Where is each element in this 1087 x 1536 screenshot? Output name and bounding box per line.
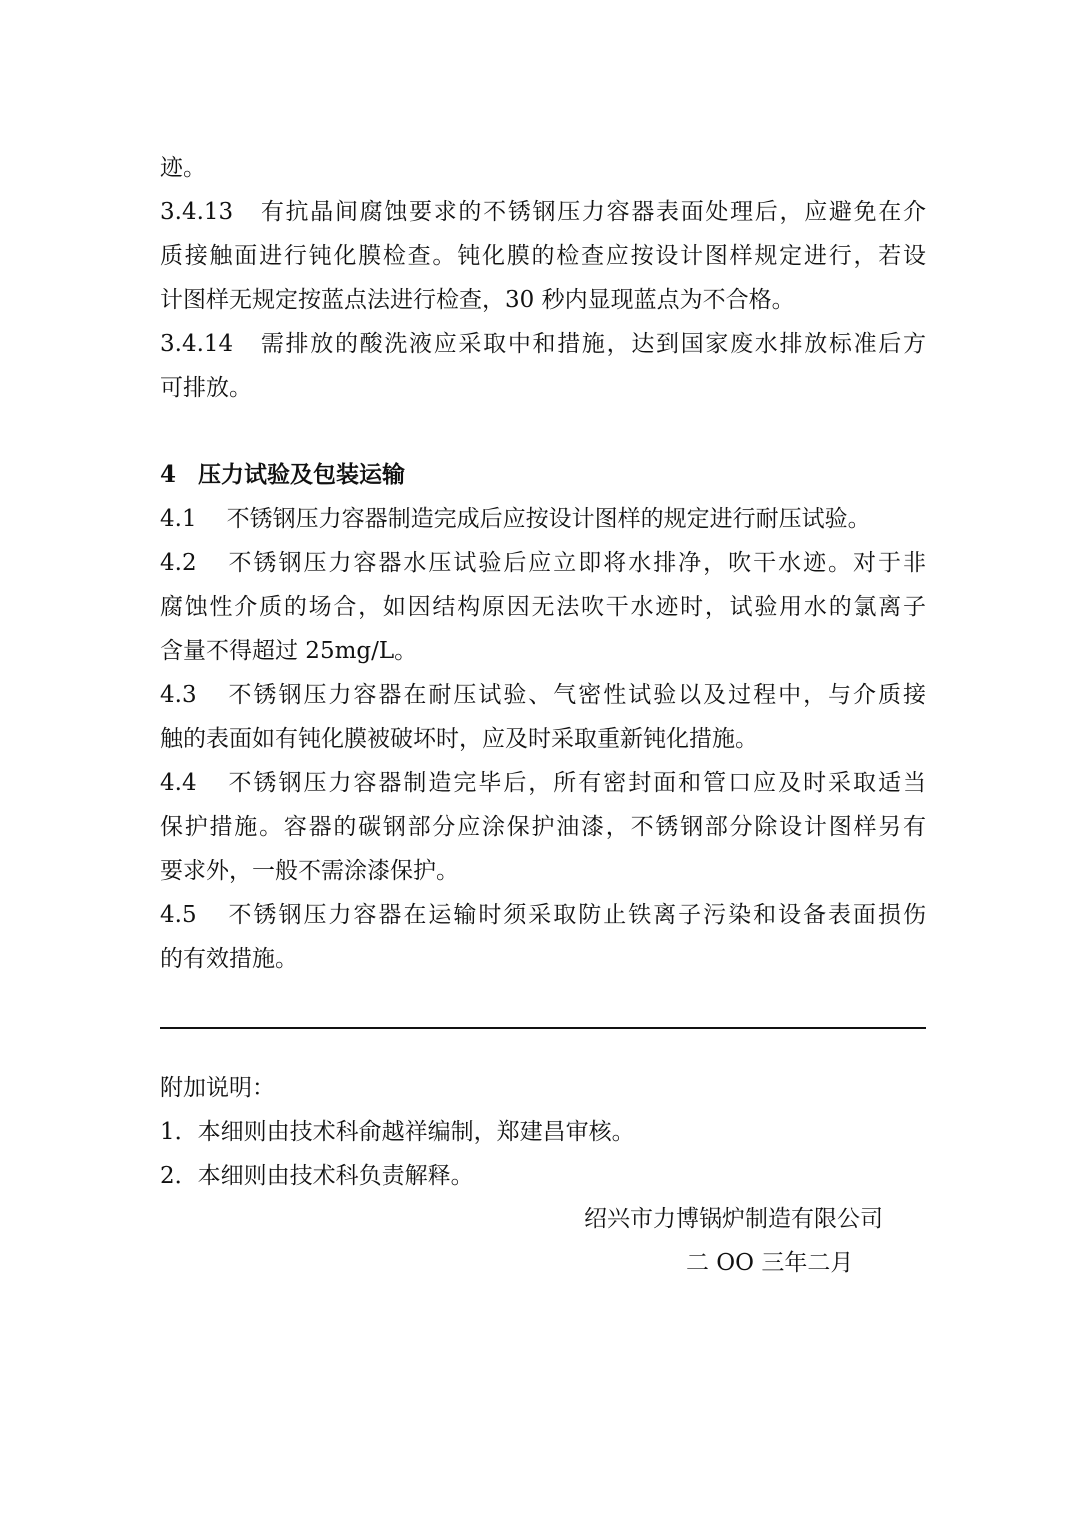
clause-3-4-14-line-2 [160,366,926,410]
clause-4-2-line-1 [160,541,926,585]
notes-title [160,1066,926,1110]
clause-4-2-line-2 [160,585,926,629]
clause-4-3-line-1 [160,673,926,717]
clause-text: 不锈钢压力容器在运输时须采取防止铁离子污染和设备表面损伤 [226,902,926,928]
note-text: 2．本细则由技术科负责解释。 [160,1163,474,1189]
clause-4-5-line-2 [160,937,926,981]
clause-text: 不锈钢压力容器水压试验后应立即将水排净，吹干水迹。对于非 [226,550,926,576]
divider [160,1027,926,1029]
clause-text: 要求外，一般不需涂漆保护。 [160,858,459,884]
clause-text: 触的表面如有钝化膜被破坏时，应及时采取重新钝化措施。 [160,726,758,752]
clause-number: 4.1 [160,506,197,532]
clause-3-4-13-line-2 [160,234,926,278]
clause-3-4-13-line-1 [160,190,926,234]
text-line: 迹。 [160,155,206,181]
clause-text: 有抗晶间腐蚀要求的不锈钢压力容器表面处理后，应避免在介 [259,199,926,225]
company-name: 绍兴市力博锅炉制造有限公司 [584,1206,883,1232]
paragraph-continuation [160,146,926,190]
signature-date [686,1241,853,1285]
clause-4-4-line-1 [160,761,926,805]
clause-text: 质接触面进行钝化膜检查。钝化膜的检查应按设计图样规定进行，若设 [160,243,926,269]
clause-text: 含量不得超过 25mg/L。 [160,638,418,664]
clause-number: 4.5 [160,902,197,928]
clause-4-5-line-1 [160,893,926,937]
clause-4-3-line-2 [160,717,926,761]
note-item-2 [160,1154,926,1198]
clause-number: 4.3 [160,682,197,708]
clause-3-4-14-line-1 [160,322,926,366]
section-title: 压力试验及包装运输 [198,461,406,488]
clause-text: 不锈钢压力容器制造完毕后，所有密封面和管口应及时采取适当 [226,770,926,796]
clause-number: 4.4 [160,770,197,796]
signature-company [584,1197,883,1241]
clause-text: 计图样无规定按蓝点法进行检查，30 秒内显现蓝点为不合格。 [160,287,795,313]
clause-text: 不锈钢压力容器在耐压试验、气密性试验以及过程中，与介质接 [226,682,926,708]
clause-number: 4.2 [160,550,197,576]
note-item-1 [160,1110,926,1154]
clause-number: 3.4.13 [160,199,234,225]
clause-text: 的有效措施。 [160,946,298,972]
notes-title-text: 附加说明： [160,1075,275,1101]
clause-4-4-line-3 [160,849,926,893]
clause-text: 腐蚀性介质的场合，如因结构原因无法吹干水迹时，试验用水的氯离子 [160,594,926,620]
section-number: 4 [160,461,177,488]
clause-4-1-line-1 [160,497,926,541]
date-text: 二 OO 三年二月 [686,1250,854,1276]
section-heading [160,453,926,497]
clause-text: 需排放的酸洗液应采取中和措施，达到国家废水排放标准后方 [259,331,926,357]
clause-text: 可排放。 [160,375,252,401]
clause-3-4-13-line-3 [160,278,926,322]
clause-4-2-line-3 [160,629,926,673]
clause-text: 保护措施。容器的碳钢部分应涂保护油漆，不锈钢部分除设计图样另有 [160,814,926,840]
note-text: 1．本细则由技术科俞越祥编制，郑建昌审核。 [160,1119,635,1145]
clause-4-4-line-2 [160,805,926,849]
clause-text: 不锈钢压力容器制造完成后应按设计图样的规定进行耐压试验。 [226,506,871,532]
clause-number: 3.4.14 [160,331,234,357]
